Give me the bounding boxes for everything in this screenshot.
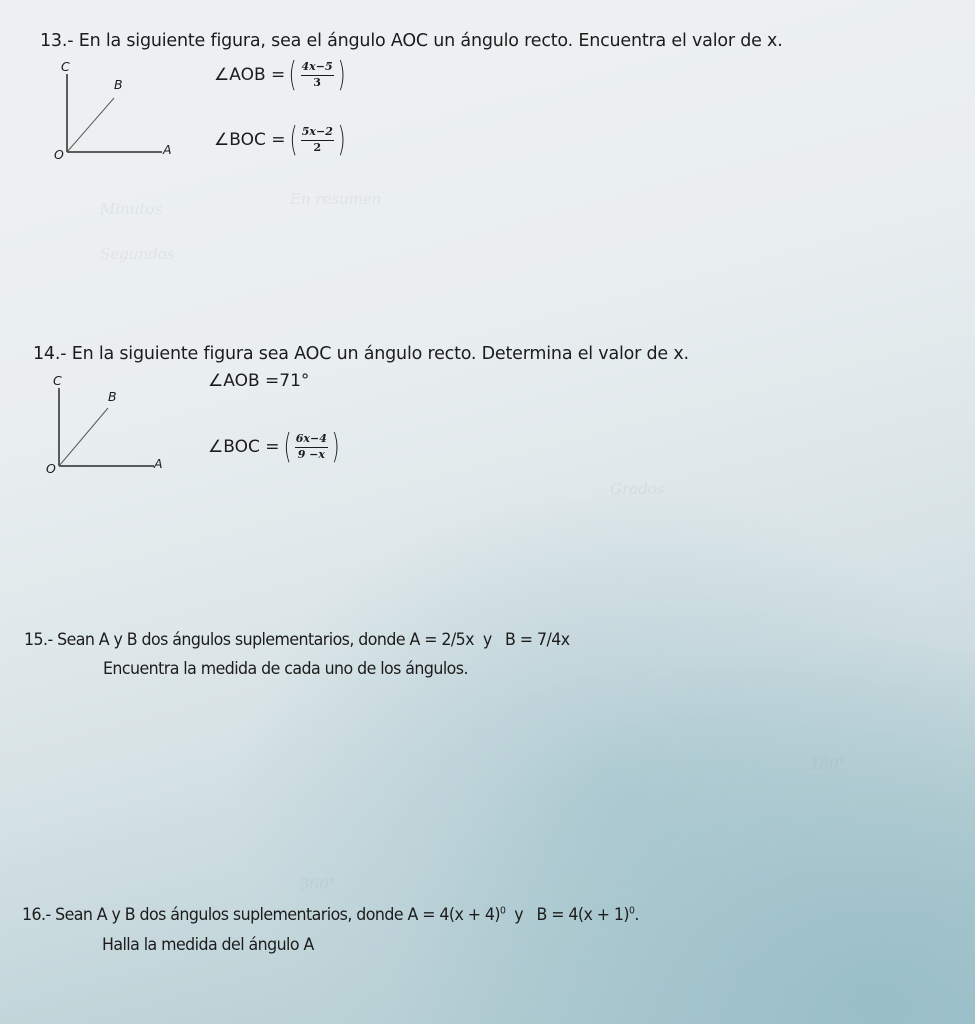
question-text: Sean A y B dos ángulos suplementarios, donde A = 2/5x y B = 7/4x: [57, 630, 570, 650]
equation-lhs: ∠BOC =: [208, 437, 280, 457]
numerator: 4x−5: [301, 61, 334, 76]
question-15-line-2: Encuentra la medida de cada uno de los ángulos.: [103, 659, 468, 679]
denominator: 9 −x: [297, 447, 325, 461]
question-16-line-1: [22, 905, 639, 925]
question-16-line-2: Halla la medida del ángulo A: [102, 935, 314, 955]
ghost-text: Grados: [610, 480, 665, 498]
ghost-text: 180°: [810, 755, 847, 773]
question-number: 16.-: [22, 905, 51, 925]
left-paren: (: [289, 120, 298, 160]
question-14-prompt: [33, 344, 689, 364]
question-text: En la siguiente figura, sea el ángulo AOC un ángulo recto. Encuentra el valor de x.: [78, 31, 783, 51]
left-paren: (: [283, 427, 292, 467]
right-paren: ): [337, 120, 346, 160]
question-text: Sean A y B dos ángulos suplementarios, donde A = 4(x + 4): [55, 905, 500, 925]
point-label-c: C: [53, 373, 62, 388]
right-paren: ): [331, 427, 340, 467]
numerator: 6x−4: [295, 433, 328, 448]
equation-lhs: ∠AOB =: [214, 65, 286, 85]
ghost-text: En resumen: [290, 190, 382, 208]
period: .: [634, 905, 639, 925]
fraction: [301, 61, 334, 89]
question-number: 14.-: [33, 344, 67, 364]
question-number: 15.-: [24, 630, 53, 650]
fraction: [295, 433, 328, 461]
point-label-b: B: [108, 389, 117, 404]
question-text: En la siguiente figura sea AOC un ángulo recto. Determina el valor de x.: [71, 344, 689, 364]
question-13-prompt: [40, 31, 783, 51]
equation-lhs: ∠BOC =: [214, 130, 286, 150]
question-text: y B = 4(x + 1): [505, 905, 630, 925]
question-15-line-1: [24, 630, 570, 650]
equation-aob-13: [214, 55, 349, 95]
denominator: 3: [313, 75, 321, 89]
numerator: 5x−2: [301, 126, 334, 141]
point-label-o: O: [46, 461, 56, 476]
equation-aob-14: [208, 371, 309, 391]
equation-boc-14: [208, 427, 343, 467]
denominator: 2: [313, 140, 322, 154]
point-label-b: B: [114, 77, 123, 92]
right-paren: ): [337, 55, 346, 95]
left-paren: (: [288, 55, 297, 95]
point-label-a: A: [163, 142, 172, 157]
question-number: 13.-: [40, 31, 74, 51]
degree-superscript: 0: [499, 905, 506, 917]
point-label-o: O: [54, 147, 64, 162]
point-label-c: C: [61, 59, 70, 74]
equation-text: ∠AOB =71°: [208, 371, 310, 391]
point-label-a: A: [154, 456, 163, 471]
angle-figure-14: [42, 372, 182, 482]
fraction: [301, 126, 334, 154]
equation-boc-13: [214, 120, 349, 160]
angle-figure-13: [50, 58, 190, 168]
ghost-text: 360°: [300, 875, 337, 893]
ghost-text: Minutos: [100, 200, 163, 218]
ghost-text: Segundos: [100, 245, 175, 263]
degree-superscript: 0: [629, 905, 635, 917]
